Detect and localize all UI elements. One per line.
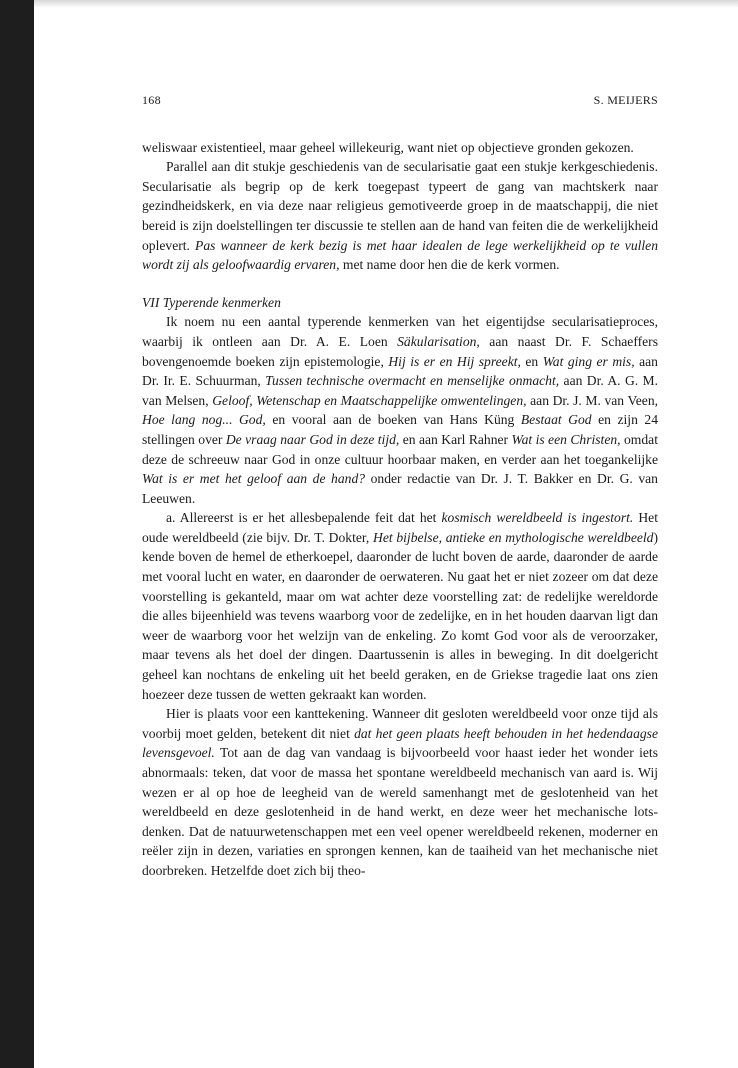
- text-run: en vooral aan de boeken van Hans Küng: [265, 412, 521, 428]
- text-run: aan Dr. Ir. E. Schuurman,: [142, 353, 658, 389]
- book-title: Geloof, Wetenschap en Maatschappelijke omwentelingen,: [212, 392, 527, 408]
- text-run: met name door hen die de kerk vormen.: [339, 257, 560, 273]
- emphasis: Pas wanneer de kerk bezig is met haar idealen de lege werkelijkheid op te vullen wordt zij als geloofwaardig ervaren,: [142, 237, 658, 273]
- text-run: omdat deze de schreeuw naar God in onze cultuur hoorbaar maken, en verder aan het toegankelijke: [142, 431, 658, 467]
- author-name: S. MEIJERS: [593, 93, 658, 107]
- paragraph-5: [142, 704, 658, 880]
- text-run: Ik noem nu een aantal typerende kenmerken van het eigentijdse secularisatieproces, waarbij ik ontleen aan Dr. A. E. Loen: [142, 314, 658, 349]
- text-run: Het oude wereldbeeld (zie bijv. Dr. T. Dokter,: [142, 510, 658, 545]
- scan-page-edge: [0, 0, 34, 1068]
- scan-top-shadow: [34, 0, 738, 8]
- book-title: Wat is een Christen,: [511, 431, 621, 447]
- book-title: Hij is er en Hij spreekt,: [388, 353, 521, 369]
- emphasis: dat het geen plaats heeft behouden in het hedendaagse levensgevoel.: [142, 725, 658, 761]
- text-run: aan Dr. J. M. van Veen,: [526, 392, 659, 408]
- text-run: en aan Karl Rahner: [399, 431, 512, 447]
- text-run: en: [520, 353, 543, 369]
- book-page: [142, 91, 658, 881]
- running-head: [142, 91, 658, 111]
- text-run: weliswaar existentieel, maar geheel willekeurig, want niet op objectieve gronden gekozen.: [142, 139, 634, 155]
- text-run: aan Dr. A. G. M. van Melsen,: [142, 373, 659, 408]
- section-heading: VII Typerende kenmerken: [142, 294, 281, 310]
- book-title: Wat ging er mis,: [542, 353, 635, 369]
- text-run: Tot aan de dag van vandaag is bijvoorbeeld voor haast ieder het wonder iets abnormaals: teken, dat voor de massa het spontane wereldbeeld mechanisch van aard is. Wij wezen er al op hoe de leegheid van de wereld samenhangt met de geslotenheid van het wereldbeeld en deze geslotenheid in de hand werkt, en deze weer het mechanische lots-denken. Dat de natuurwetenschappen met een veel opener wereldbeeld rekenen, moderner en reëler zijn in dezen, variaties en sprongen kennen, kan de taaiheid van het mechanische niet doorbreken. Hetzelfde doet zich bij theo-: [142, 745, 658, 878]
- text-run: ) kende boven de hemel de etherkoepel, daaronder de lucht boven de aarde, daaronder de aarde met vooral lucht en water, en daaronder de oerwateren. Nu gaat het er niet zozeer om dat deze voorstelling is gekanteld, maar om wat achter deze voorstelling zat: de redelijke wereldorde die alles bijeenhield was tevens waarborg voor de zedelijke, en in het houden daarvan ligt dan weer de waarborg voor het welzijn van de enkeling. Zo komt God voor als de veroorzaker, maar tevens als het doel der dingen. Daartussenin is alles in beweging. In dit doelgericht geheel kan nochtans de enkeling uit het beeld geraken, en de Griekse tragedie laat ons zien hoezeer deze tussen de wetten gekraakt kan worden.: [142, 529, 658, 702]
- paragraph-4: [142, 508, 658, 704]
- emphasis: kosmisch wereldbeeld is ingestort.: [441, 510, 634, 526]
- paragraph-3: [142, 312, 658, 508]
- text-run: Parallel aan dit stukje geschiedenis van de secularisatie gaat een stukje kerkgeschiedenis. Secularisatie als begrip op de kerk toegepast typeert de gang van machtskerk naar gezindheidskerk, en via deze naar religieus gemotiveerde groep in de maatschappij, die niet bereid is zijn doelstellingen ter discussie te stellen aan de hand van feiten die de werkelijkheid oplevert.: [142, 159, 658, 253]
- book-title: De vraag naar God in deze tijd,: [225, 431, 400, 447]
- book-title: Hoe lang nog... God,: [142, 412, 266, 428]
- text-run: aan naast Dr. F. Schaeffers bovengenoemde boeken zijn epistemologie,: [142, 333, 658, 369]
- paragraph-2: [142, 157, 658, 275]
- page-number: 168: [142, 93, 161, 107]
- book-title: Tussen technische overmacht en menselijke onmacht,: [265, 373, 560, 389]
- book-title: Bestaat God: [520, 412, 592, 428]
- book-title: Säkularisation,: [397, 333, 480, 349]
- text-run: a. Allereerst is er het allesbepalende feit dat het: [166, 510, 442, 526]
- text-run: Hier is plaats voor een kanttekening. Wanneer dit gesloten wereldbeeld voor onze tijd als voorbij moet gelden, betekent dit niet: [142, 706, 658, 741]
- book-title: Het bijbelse, antieke en mythologische wereldbeeld: [373, 529, 654, 545]
- text-run: onder redactie van Dr. J. T. Bakker en Dr. G. van Leeuwen.: [142, 471, 658, 506]
- paragraph-1: [142, 138, 658, 158]
- book-title: Wat is er met het geloof aan de hand?: [142, 471, 366, 487]
- text-run: en zijn 24 stellingen over: [142, 412, 658, 447]
